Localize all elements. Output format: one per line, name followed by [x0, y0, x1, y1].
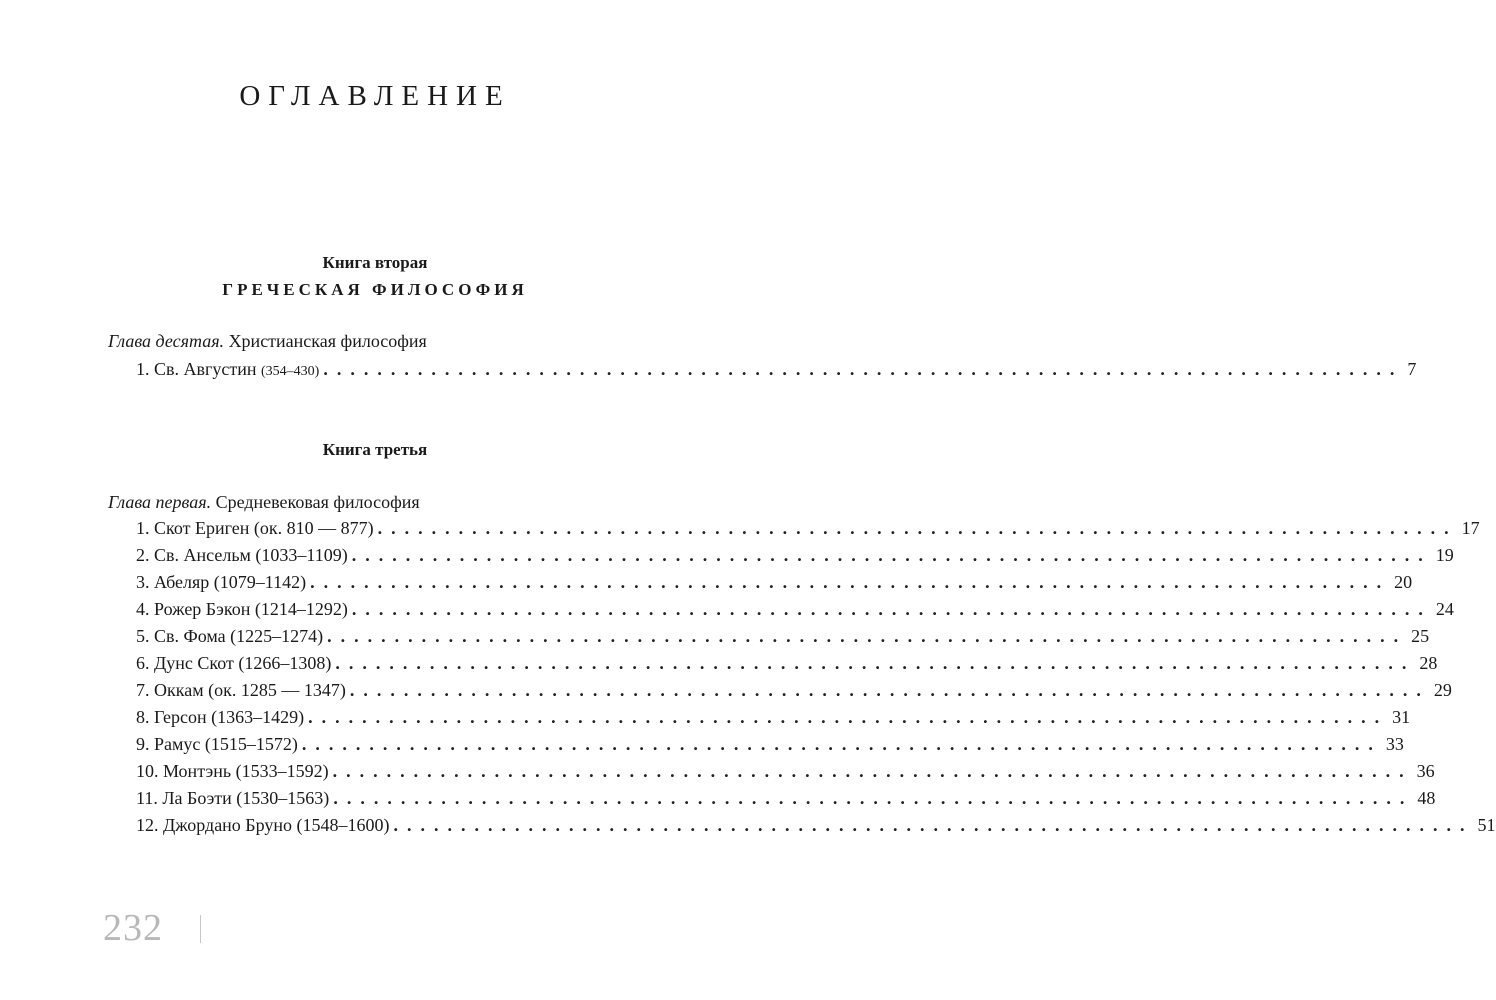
toc-entry-title: 3. Абеляр (1079–1142) — [136, 572, 307, 592]
dot-leader: ................................................................................ — [333, 788, 1414, 808]
toc-entry-title: 2. Св. Ансельм (1033–1109) — [136, 545, 348, 565]
toc-entry[interactable] — [136, 653, 1438, 680]
dot-leader: ................................................................................ — [301, 734, 1382, 754]
toc-entry-name: 1. Св. Августин — [136, 359, 257, 379]
toc-entry-page: 24 — [1435, 599, 1454, 619]
toc-list-book-three — [136, 518, 1496, 842]
toc-entry[interactable] — [136, 599, 1454, 626]
page-number: 232 — [103, 907, 163, 949]
dot-leader: ................................................................................ — [332, 761, 1413, 781]
dot-leader: ................................................................................ — [310, 572, 1391, 592]
toc-entry-title: 12. Джордано Бруно (1548–1600) — [136, 815, 390, 835]
toc-entry[interactable] — [136, 815, 1496, 842]
toc-entry[interactable] — [136, 761, 1435, 788]
toc-entry-page: 28 — [1419, 653, 1438, 673]
toc-entry[interactable] — [136, 734, 1404, 761]
toc-entry-page: 51 — [1477, 815, 1496, 835]
toc-entry[interactable] — [136, 680, 1452, 707]
book-two-label: Книга вторая — [322, 253, 428, 272]
toc-entry-title: 11. Ла Боэти (1530–1563) — [136, 788, 330, 808]
folio-divider — [200, 915, 201, 943]
toc-entry-page: 17 — [1461, 518, 1480, 538]
toc-entry[interactable] — [136, 545, 1454, 572]
dot-leader: ................................................................................ — [351, 599, 1432, 619]
dot-leader: ................................................................................ — [393, 815, 1474, 835]
toc-entry-page: 7 — [1407, 359, 1417, 379]
toc-entry-page: 19 — [1435, 545, 1454, 565]
toc-entry[interactable] — [136, 359, 1417, 386]
toc-list-book-two — [136, 359, 1417, 386]
dot-leader: ................................................................................ — [351, 545, 1432, 565]
toc-entry-page: 36 — [1416, 761, 1435, 781]
toc-entry-title: 5. Св. Фома (1225–1274) — [136, 626, 324, 646]
chapter-heading-book-two — [108, 331, 427, 352]
toc-entry[interactable] — [136, 788, 1436, 815]
toc-entry-title: 8. Герсон (1363–1429) — [136, 707, 305, 727]
chapter-label: Глава десятая. — [108, 331, 225, 351]
toc-entry-page: 33 — [1385, 734, 1404, 754]
toc-entry-page: 31 — [1392, 707, 1411, 727]
toc-entry-title — [136, 359, 319, 380]
toc-entry[interactable] — [136, 518, 1480, 545]
toc-entry-title: 10. Монтэнь (1533–1592) — [136, 761, 329, 781]
toc-entry-page: 25 — [1411, 626, 1430, 646]
toc-entry-title: 7. Оккам (ок. 1285 — 1347) — [136, 680, 346, 700]
toc-entry-years: (354–430) — [261, 364, 320, 379]
toc-entry-title: 1. Скот Ериген (ок. 810 — 877) — [136, 518, 374, 538]
toc-entry[interactable] — [136, 707, 1411, 734]
dot-leader: ................................................................................ — [349, 680, 1430, 700]
book-two-subtitle: ГРЕЧЕСКАЯ ФИЛОСОФИЯ — [222, 280, 528, 299]
chapter-label: Глава первая. — [108, 492, 212, 512]
dot-leader: ................................................................................ — [323, 359, 1404, 379]
toc-entry[interactable] — [136, 626, 1430, 653]
dot-leader: ................................................................................ — [308, 707, 1389, 727]
chapter-title: Христианская философия — [228, 331, 427, 351]
dot-leader: ................................................................................ — [327, 626, 1408, 646]
toc-entry-page: 20 — [1394, 572, 1413, 592]
dot-leader: ................................................................................ — [335, 653, 1416, 673]
toc-entry[interactable] — [136, 572, 1413, 599]
chapter-title: Средневековая философия — [215, 492, 420, 512]
toc-entry-title: 9. Рамус (1515–1572) — [136, 734, 298, 754]
page-title: ОГЛАВЛЕНИЕ — [239, 80, 511, 112]
toc-entry-title: 4. Рожер Бэкон (1214–1292) — [136, 599, 348, 619]
book-three-label: Книга третья — [322, 440, 428, 459]
toc-entry-page: 48 — [1417, 788, 1436, 808]
toc-entry-page: 29 — [1433, 680, 1452, 700]
chapter-heading-book-three — [108, 492, 420, 513]
toc-entry-title: 6. Дунс Скот (1266–1308) — [136, 653, 332, 673]
dot-leader: ................................................................................ — [377, 518, 1458, 538]
